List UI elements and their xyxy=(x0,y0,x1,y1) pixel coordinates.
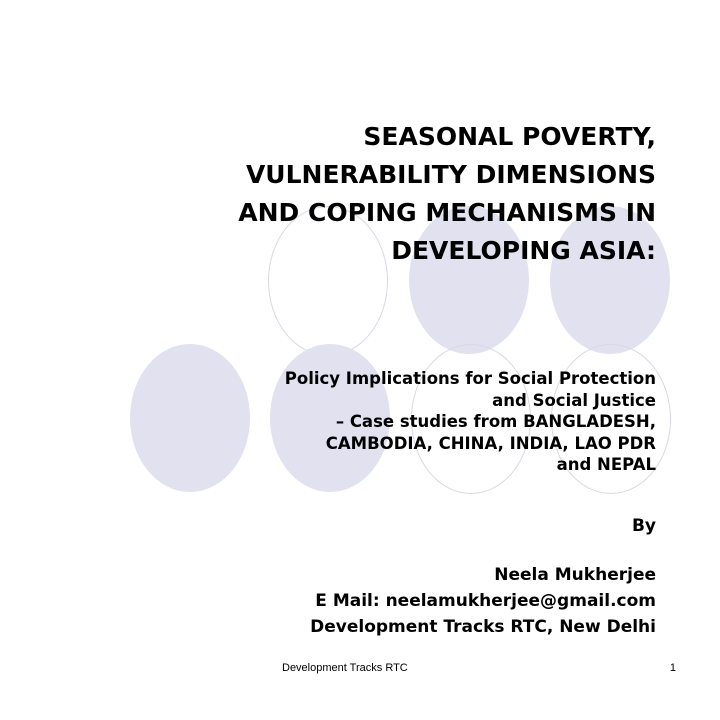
title-line: AND COPING MECHANISMS IN xyxy=(238,198,656,227)
author-block xyxy=(180,562,656,640)
subtitle-line: and Social Justice xyxy=(492,390,656,410)
author-affiliation: Development Tracks RTC, New Delhi xyxy=(310,617,656,637)
subtitle-line: Policy Implications for Social Protection xyxy=(284,369,656,388)
title-line: DEVELOPING ASIA: xyxy=(391,236,656,265)
slide-title xyxy=(100,118,656,270)
author-email: E Mail: neelamukherjee@gmail.com xyxy=(315,591,656,611)
slide-subtitle xyxy=(150,368,656,476)
page-number: 1 xyxy=(669,662,676,674)
by-label: By xyxy=(631,516,656,536)
title-line: SEASONAL POVERTY, xyxy=(363,122,656,151)
title-line: VULNERABILITY DIMENSIONS xyxy=(245,160,656,189)
author-name: Neela Mukherjee xyxy=(494,565,656,585)
subtitle-line: CAMBODIA, CHINA, INDIA, LAO PDR xyxy=(325,433,656,453)
subtitle-line: and NEPAL xyxy=(556,455,656,474)
footer-text: Development Tracks RTC xyxy=(282,662,408,674)
subtitle-line: – Case studies from BANGLADESH, xyxy=(335,412,656,431)
